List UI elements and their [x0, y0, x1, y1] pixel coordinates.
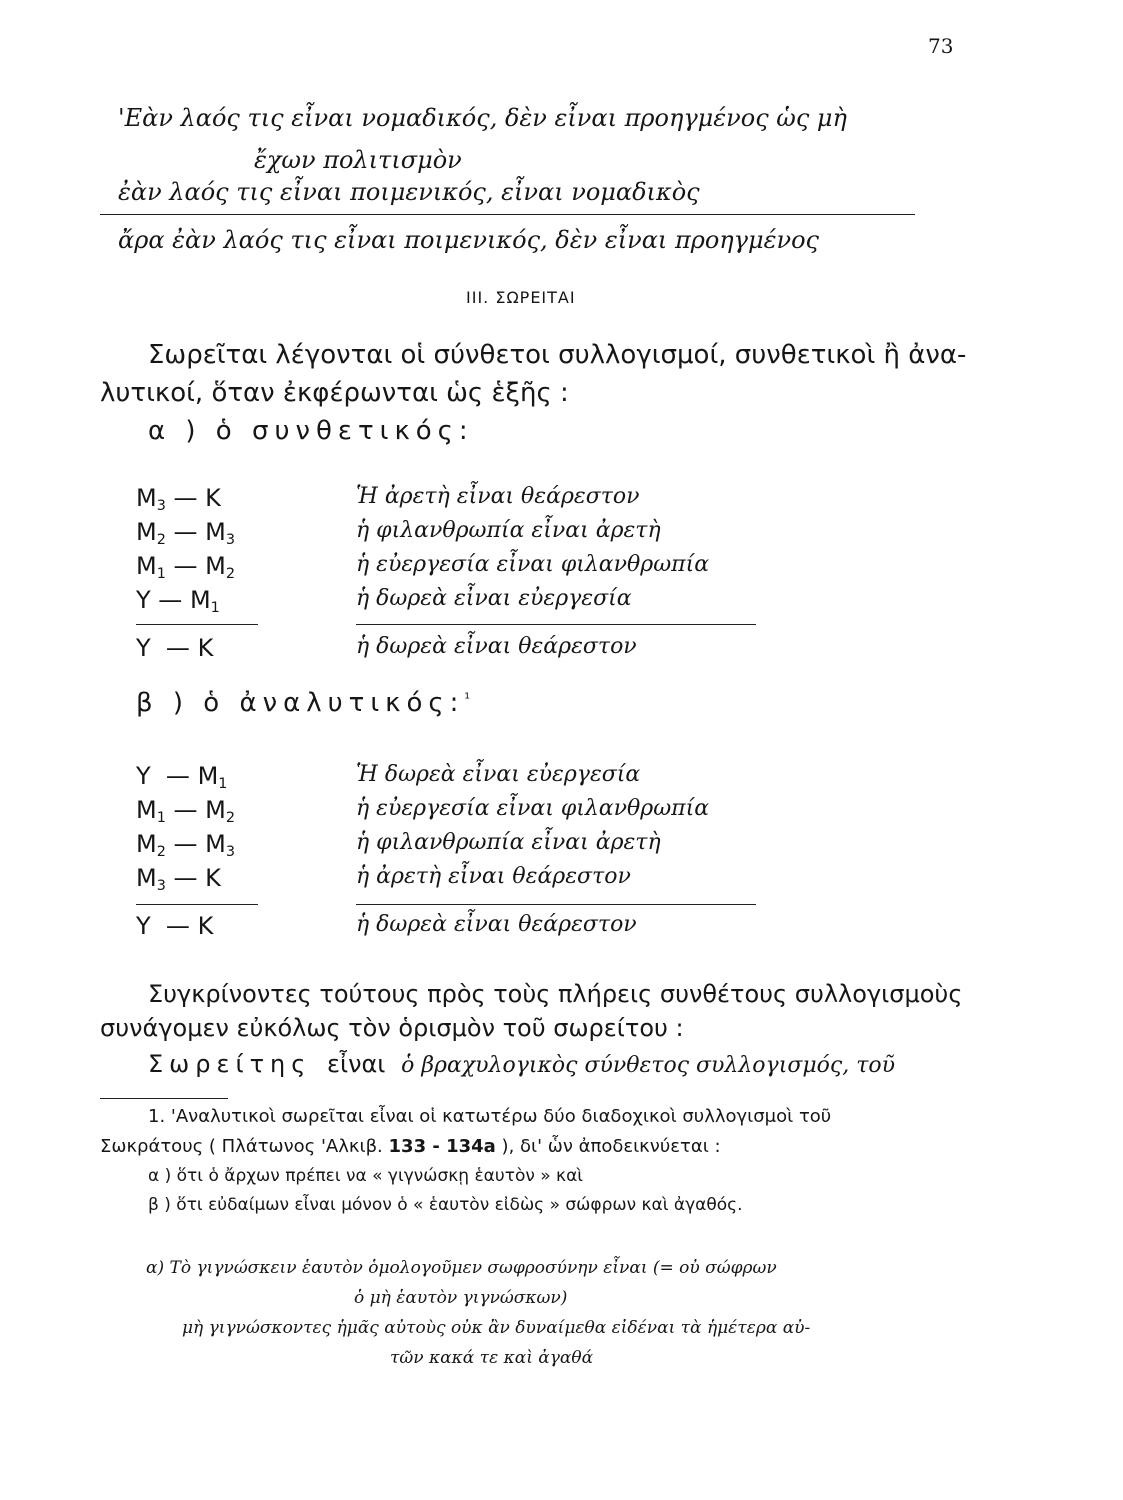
analytic-row-proposition: ἡ εὐεργεσία εἶναι φιλανθρωπία — [356, 796, 710, 821]
quote-a-line-2: ὁ μὴ ἑαυτὸν γιγνώσκων) — [354, 1288, 568, 1308]
synthetic-row-proposition: Ἡ ἀρετὴ εἶναι θεάρεστον — [356, 484, 640, 509]
analytic-row-proposition: ἡ φιλανθρωπία εἶναι ἀρετὴ — [356, 830, 661, 855]
synthetic-conclusion-formula: Y — K — [136, 634, 214, 662]
synthetic-row-proposition: ἡ φιλανθρωπία εἶναι ἀρετὴ — [356, 518, 661, 543]
definition-term: Σωρείτης — [148, 1050, 312, 1078]
premise-1-line-1: 'Εὰν λαός τις εἶναι νομαδικός, δὲν εἶναι προηγμένος ὡς μὴ — [118, 104, 847, 132]
analytic-row-formula: $M_2$ — $M_3$ — [136, 830, 236, 860]
analytic-row-proposition: ἡ ἀρετὴ εἶναι θεάρεστον — [356, 864, 631, 889]
intro-line-1: Σωρεῖται λέγονται οἱ σύνθετοι συλλογισμοί, συνθετικοὶ ἢ ἀνα- — [148, 340, 967, 370]
analytic-row-proposition: Ἡ δωρεὰ εἶναι εὐεργεσία — [356, 762, 641, 787]
premise-2: ἐὰν λαός τις εἶναι ποιμενικός, εἶναι νομαδικὸς — [118, 178, 700, 206]
synthetic-row-formula: $M_3$ — K — [136, 484, 221, 514]
compare-line-2: συνάγομεν εὐκόλως τὸν ὁρισμὸν τοῦ σωρείτου : — [100, 1014, 684, 1042]
synthetic-conclusion-proposition: ἡ δωρεὰ εἶναι θεάρεστον — [356, 634, 637, 659]
page-number: 73 — [928, 34, 954, 58]
analytic-formula-divider — [136, 904, 258, 905]
analytic-conclusion-proposition: ἡ δωρεὰ εἶναι θεάρεστον — [356, 912, 637, 937]
syllogism-divider — [100, 214, 915, 215]
synthetic-label: α ) ὁ συνθετικός: — [148, 416, 474, 446]
synthetic-row-proposition: ἡ εὐεργεσία εἶναι φιλανθρωπία — [356, 552, 710, 577]
footnote-separator — [100, 1098, 228, 1099]
synthetic-row-formula: Y — $M_1$ — [136, 586, 220, 616]
definition-verb: εἶναι — [326, 1050, 386, 1078]
footnote-reference: 133 - 134a — [388, 1136, 496, 1157]
synthetic-proposition-divider — [356, 624, 756, 625]
analytic-footnote-marker: ¹ — [464, 691, 470, 707]
analytic-row-formula: $M_1$ — $M_2$ — [136, 796, 236, 826]
intro-line-2: λυτικοί, ὅταν ἐκφέρωνται ὡς ἑξῆς : — [100, 378, 569, 408]
analytic-row-formula: $M_3$ — K — [136, 864, 221, 894]
premise-1-line-2: ἔχων πολιτισμὸν — [254, 146, 462, 174]
analytic-label: β ) ὁ ἀναλυτικός:$^{^1}$ — [136, 688, 470, 718]
synthetic-row-formula: $M_2$ — $M_3$ — [136, 518, 236, 548]
analytic-proposition-divider — [356, 904, 756, 905]
footnote-line-1: 1. 'Αναλυτικοὶ σωρεῖται εἶναι οἱ κατωτέρω δύο διαδοχικοὶ συλλογισμοὶ τοῦ — [148, 1106, 832, 1127]
footnote-item-a: α ) ὅτι ὁ ἄρχων πρέπει να « γιγνώσκῃ ἑαυτὸν » καὶ — [148, 1166, 584, 1186]
analytic-conclusion-formula: Y — K — [136, 912, 214, 940]
synthetic-row-formula: $M_1$ — $M_2$ — [136, 552, 236, 582]
footnote-line-2: Σωκράτους ( Πλάτωνος 'Αλκιβ. 133 - 134a ), δι' ὧν ἀποδεικνύεται : — [100, 1136, 721, 1157]
quote-b-line-2: τῶν κακά τε καὶ ἀγαθά — [390, 1348, 594, 1368]
definition-rest: ὁ βραχυλογικὸς σύνθετος συλλογισμός, τοῦ — [401, 1053, 895, 1078]
analytic-row-formula: Y — $M_1$ — [136, 762, 228, 792]
definition-line — [148, 1050, 895, 1078]
synthetic-formula-divider — [136, 624, 258, 625]
quote-a-line-1: α) Τὸ γιγνώσκειν ἑαυτὸν ὁμολογοῦμεν σωφροσύνην εἶναι (= οὐ σώφρων — [146, 1258, 777, 1278]
syllogism-conclusion: ἄρα ἐὰν λαός τις εἶναι ποιμενικός, δὲν εἶναι προηγμένος — [118, 226, 819, 254]
footnote-item-b: β ) ὅτι εὐδαίμων εἶναι μόνον ὁ « ἑαυτὸν εἰδὼς » σώφρων καὶ ἀγαθός. — [148, 1195, 743, 1215]
compare-line-1: Συγκρίνοντες τούτους πρὸς τοὺς πλήρεις συνθέτους συλλογισμοὺς — [148, 980, 963, 1008]
section-heading: III. ΣΩΡΕΙΤΑΙ — [466, 288, 576, 307]
synthetic-row-proposition: ἡ δωρεὰ εἶναι εὐεργεσία — [356, 586, 632, 611]
quote-b-line-1: μὴ γιγνώσκοντες ἡμᾶς αὐτοὺς οὐκ ἂν δυναίμεθα εἰδέναι τὰ ἡμέτερα αὐ- — [182, 1318, 811, 1338]
